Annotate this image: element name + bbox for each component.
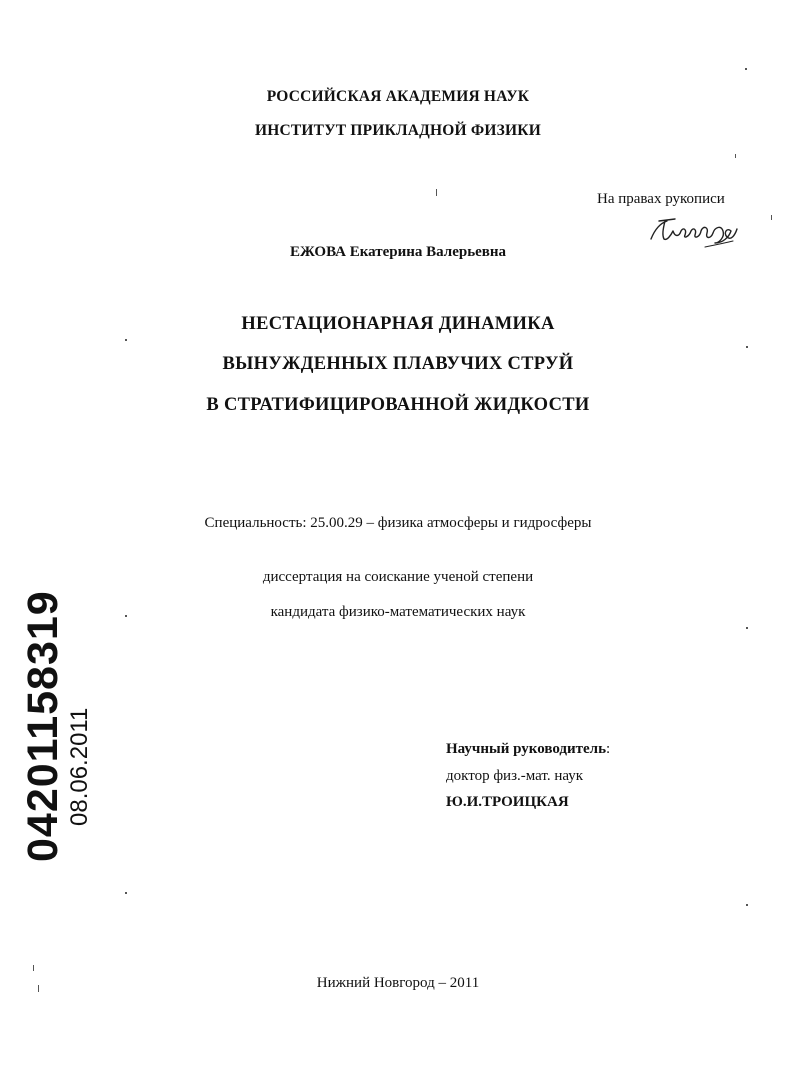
author-given-names: Екатерина Валерьевна: [349, 244, 507, 260]
scan-speck: [735, 154, 736, 158]
specialty: Специальность: 25.00.29 – физика атмосферы и гидросферы: [204, 515, 592, 531]
manuscript-rights: На правах рукописи: [597, 191, 725, 207]
scan-speck: [125, 615, 127, 617]
title-line-3: В СТРАТИФИЦИРОВАННОЙ ЖИДКОСТИ: [206, 395, 590, 415]
supervisor-label: Научный руководитель: [446, 741, 606, 757]
archive-stamp-number: 04201158319: [19, 590, 67, 862]
degree-line-1: диссертация на соискание ученой степени: [262, 569, 534, 585]
supervisor-label-colon: :: [606, 741, 611, 757]
scan-speck: [125, 892, 127, 894]
title-line-1: НЕСТАЦИОНАРНАЯ ДИНАМИКА: [241, 314, 555, 334]
scan-speck: [125, 339, 127, 341]
degree-line-2: кандидата физико-математических наук: [270, 604, 526, 620]
scan-speck: [746, 346, 748, 348]
author-name: [0, 244, 796, 261]
scan-speck: [436, 189, 437, 196]
academy-name: РОССИЙСКАЯ АКАДЕМИЯ НАУК: [266, 88, 530, 105]
scan-speck: [745, 68, 747, 70]
institute-name: ИНСТИТУТ ПРИКЛАДНОЙ ФИЗИКИ: [254, 122, 541, 139]
archive-stamp-date: 08.06.2011: [66, 707, 93, 826]
scan-speck: [33, 965, 34, 971]
supervisor-label-row: [446, 741, 610, 758]
title-line-2: ВЫНУЖДЕННЫХ ПЛАВУЧИХ СТРУЙ: [222, 354, 574, 374]
scan-speck: [746, 904, 748, 906]
city-year: Нижний Новгород – 2011: [316, 975, 480, 991]
supervisor-degree: доктор физ.-мат. наук: [446, 768, 584, 784]
supervisor-name: Ю.И.ТРОИЦКАЯ: [446, 794, 569, 810]
author-surname: ЕЖОВА: [289, 244, 346, 260]
scan-speck: [771, 215, 772, 220]
scan-speck: [746, 627, 748, 629]
scan-speck: [38, 985, 39, 992]
